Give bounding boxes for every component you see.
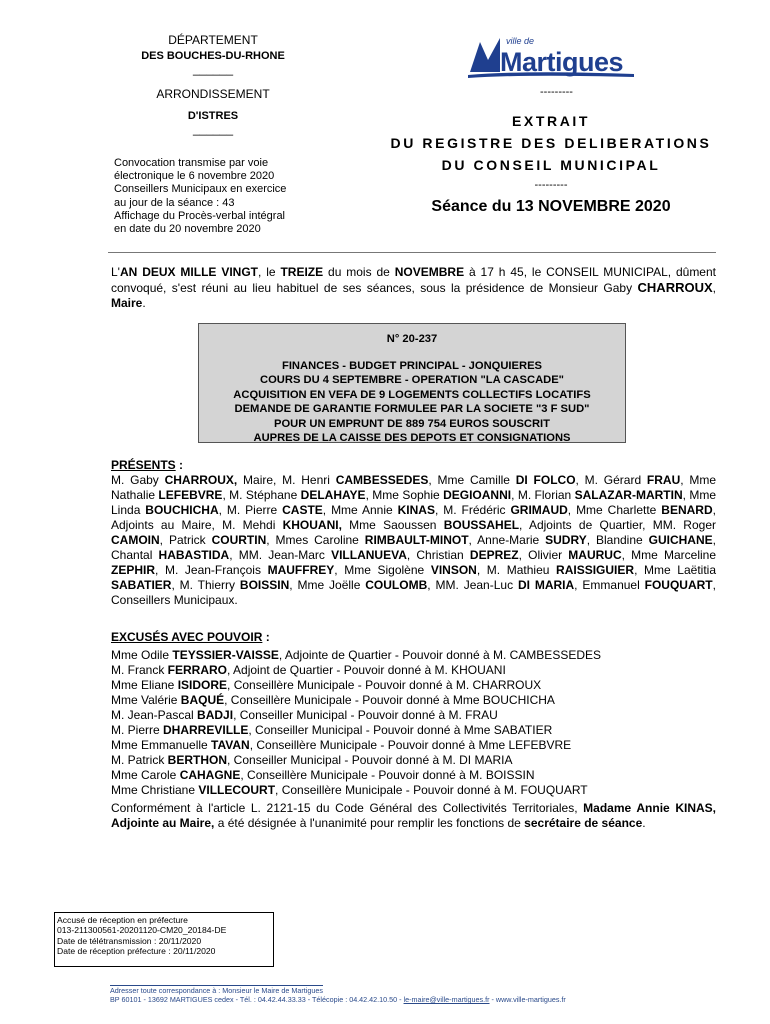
deliberation-line: COURS DU 4 SEPTEMBRE - OPERATION "LA CASCADE": [260, 374, 564, 386]
text: .: [642, 816, 646, 830]
member-text: , M. Frédéric: [434, 503, 511, 517]
excuses-section: [111, 630, 716, 798]
member-text: , MM. Jean-Luc: [427, 578, 518, 592]
member-text: , Mme Marceline: [621, 548, 716, 562]
excuses-heading: EXCUSÉS AVEC POUVOIR: [111, 630, 263, 644]
convocation-info: [114, 157, 314, 236]
member-name: MAURUC: [568, 548, 622, 562]
arrondissement-name: D'ISTRES: [187, 110, 239, 122]
member-text: , M. Jean-François: [155, 563, 268, 577]
excuse-text: Mme Eliane: [111, 678, 178, 692]
footer: [110, 985, 670, 1004]
member-name: SABATIER: [111, 578, 172, 592]
member-text: , Blandine: [586, 533, 649, 547]
deliberation-line: AUPRES DE LA CAISSE DES DEPOTS ET CONSIGNATIONS: [253, 432, 571, 444]
text: ,: [712, 281, 716, 295]
member-name: CAMBESSEDES: [335, 473, 429, 487]
member-name: DEPREZ: [469, 548, 519, 562]
member-text: , Christian: [406, 548, 470, 562]
excuse-name: VILLECOURT: [198, 783, 276, 797]
excuse-name: DHARREVILLE: [163, 723, 249, 737]
member-name: RIMBAULT-MINOT: [364, 533, 469, 547]
member-name: GUICHANE: [648, 533, 713, 547]
excuse-name: BADJI: [197, 708, 234, 722]
member-text: , M. Mathieu: [476, 563, 557, 577]
deliberation-line: ACQUISITION EN VEFA DE 9 LOGEMENTS COLLECTIFS LOCATIFS: [233, 388, 591, 401]
member-name: LEFEBVRE: [158, 488, 223, 502]
separator-dash: ---------: [540, 86, 573, 98]
deliberation-line: POUR UN EMPRUNT DE 889 754 EUROS SOUSCRIT: [273, 417, 551, 430]
excuse-name: BAQUÉ: [180, 693, 225, 707]
convocation-line: Conseillers Municipaux en exercice: [114, 183, 287, 196]
separator: ______: [192, 62, 234, 76]
member-text: , Anne-Marie: [468, 533, 546, 547]
colon: :: [262, 630, 270, 644]
excuse-row: [111, 678, 716, 693]
excuse-row: [111, 753, 716, 768]
departement-name: DES BOUCHES-DU-RHONE: [141, 50, 285, 62]
secretary-paragraph: [111, 801, 716, 831]
text: a été désignée à l'unanimité pour remplir les fonctions de: [214, 816, 525, 830]
excuse-text: Mme Emmanuelle: [111, 738, 212, 752]
member-name: DI MARIA: [517, 578, 575, 592]
member-text: , M. Pierre: [218, 503, 283, 517]
colon: :: [175, 458, 184, 472]
title-registre: DU REGISTRE DES DELIBERATIONS: [390, 135, 712, 151]
accuse-line: 013-211300561-20201120-CM20_20184-DE: [57, 925, 227, 936]
member-text: , Mmes Caroline: [266, 533, 365, 547]
convocation-line: au jour de la séance : 43: [114, 196, 235, 209]
excuse-row: [111, 693, 716, 708]
accuse-line: Date de réception préfecture : 20/11/2020: [57, 945, 216, 956]
excuse-text: Mme Valérie: [111, 693, 181, 707]
deliberation-line: DEMANDE DE GARANTIE FORMULEE PAR LA SOCIETE "3 F SUD": [234, 403, 590, 415]
text: à 17 h 45, le CONSEIL MUNICIPAL, dûment convoqué, s'est réuni au lieu habituel de ses séances, sous la présidence de Monsieur Gaby: [111, 265, 716, 295]
separator-dash: ---------: [534, 179, 568, 191]
excuse-text: , Conseiller Municipal - Pouvoir donné à M. FRAU: [233, 708, 498, 722]
excuse-text: Mme Carole: [111, 768, 180, 782]
member-text: , Mme Laëtitia: [634, 563, 716, 577]
excuse-text: , Conseillère Municipale - Pouvoir donné à M. BOISSIN: [240, 768, 535, 782]
excuse-name: TEYSSIER-VAISSE: [172, 648, 279, 662]
bold-text: secrétaire de séance: [524, 816, 643, 830]
member-text: , M. Thierry: [171, 578, 240, 592]
member-text: , Mme Annie: [322, 503, 398, 517]
member-name: KINAS: [397, 503, 435, 517]
intro-paragraph: [111, 265, 716, 311]
member-text: , Patrick: [159, 533, 212, 547]
excuse-name: CAHAGNE: [179, 768, 241, 782]
header-divider: [108, 252, 716, 253]
excuse-text: Mme Christiane: [111, 783, 199, 797]
accuse-line: Date de télétransmission : 20/11/2020: [57, 935, 202, 946]
arrondissement-label: ARRONDISSEMENT: [156, 87, 270, 101]
member-name: GRIMAUD: [510, 503, 568, 517]
excuse-row: [111, 783, 716, 798]
member-text: , M. Gérard: [575, 473, 647, 487]
member-text: , Mme Nathalie: [111, 473, 717, 502]
member-text: , M. Florian: [511, 488, 575, 502]
excuse-row: [111, 708, 716, 723]
text: .: [142, 296, 146, 310]
excuse-text: , Adjoint de Quartier - Pouvoir donné à M. KHOUANI: [227, 663, 506, 677]
excuse-name: BERTHON: [167, 753, 228, 767]
logo-prefix: ville de: [506, 36, 535, 46]
member-name: VILLANUEVA: [331, 548, 407, 562]
member-text: , Mme Sigolène: [334, 563, 431, 577]
excuse-text: , Conseiller Municipal - Pouvoir donné à M. DI MARIA: [227, 753, 513, 767]
member-text: , Mme Charlette: [567, 503, 662, 517]
member-name: MAUFFREY: [267, 563, 335, 577]
member-text: , Adjoints de Quartier, MM. Roger: [519, 518, 716, 532]
departement-label: DÉPARTEMENT: [168, 33, 258, 47]
member-name: BOISSIN: [239, 578, 290, 592]
member-text: , Adjoints au Maire, M. Mehdi: [111, 503, 716, 532]
title-conseil: DU CONSEIL MUNICIPAL: [441, 157, 661, 173]
document-titles: [372, 110, 730, 216]
separator: ______: [192, 122, 234, 136]
footer-address-line: Adresser toute correspondance à : Monsieur le Maire de Martigues: [110, 986, 323, 995]
member-name: CHARROUX,: [164, 473, 238, 487]
member-name: RAISSIGUIER: [556, 563, 635, 577]
convocation-line: Affichage du Procès-verbal intégral: [114, 209, 286, 222]
martigues-logo: [466, 30, 636, 80]
excuse-text: M. Pierre: [111, 723, 164, 737]
member-name: VINSON: [430, 563, 477, 577]
text: L': [111, 265, 120, 279]
accuse-reception-box: [54, 912, 274, 967]
excuse-row: [111, 663, 716, 678]
member-name: COULOMB: [365, 578, 428, 592]
presents-list: [111, 473, 716, 608]
bold-text: NOVEMBRE: [394, 265, 465, 279]
member-name: DELAHAYE: [300, 488, 366, 502]
accuse-line: Accusé de réception en préfecture: [57, 915, 188, 925]
member-text: , Olivier: [518, 548, 569, 562]
excuse-row: [111, 723, 716, 738]
deliberation-number: N° 20-237: [386, 333, 438, 345]
bold-text: TREIZE: [280, 265, 324, 279]
convocation-line: en date du 20 novembre 2020: [114, 223, 261, 236]
member-text: , M. Stéphane: [222, 488, 301, 502]
footer-contact: BP 60101 - 13692 MARTIGUES cedex - Tél. : 04.42.44.33.33 - Télécopie : 04.42.42.10.50 -: [110, 995, 404, 1004]
member-text: , Mme Linda: [111, 488, 716, 517]
member-text: , Mme Camille: [428, 473, 516, 487]
title-extrait: EXTRAIT: [511, 113, 591, 129]
bold-text: CHARROUX: [637, 280, 713, 295]
member-name: FOUQUART: [644, 578, 713, 592]
text: , le: [257, 265, 281, 279]
member-text: , Chantal: [111, 533, 716, 562]
member-name: DI FOLCO: [515, 473, 576, 487]
member-name: BOUCHICHA: [145, 503, 219, 517]
bold-text: AN DEUX MILLE VINGT: [119, 265, 258, 279]
logo-name: Martigues: [500, 47, 624, 77]
excuse-row: [111, 648, 716, 663]
bold-text: Madame Annie KINAS, Adjointe au Maire,: [111, 801, 717, 830]
member-text: Mme Saoussen: [341, 518, 444, 532]
member-name: CASTE: [282, 503, 323, 517]
excuse-text: M. Patrick: [111, 753, 168, 767]
member-name: CAMOIN: [111, 533, 160, 547]
deliberation-line: FINANCES - BUDGET PRINCIPAL - JONQUIERES: [281, 359, 543, 372]
member-name: HABASTIDA: [158, 548, 230, 562]
member-text: , MM. Jean-Marc: [229, 548, 332, 562]
member-text: Maire, M. Henri: [237, 473, 336, 487]
member-name: SALAZAR-MARTIN: [574, 488, 683, 502]
excuse-text: M. Franck: [111, 663, 168, 677]
convocation-line: électronique le 6 novembre 2020: [114, 170, 275, 183]
member-text: , Emmanuel: [574, 578, 645, 592]
header-left: [104, 32, 322, 140]
member-name: COURTIN: [211, 533, 267, 547]
member-name: SUDRY: [545, 533, 587, 547]
excuse-text: , Conseillère Municipale - Pouvoir donné à Mme BOUCHICHA: [224, 693, 555, 707]
excuse-row: [111, 768, 716, 783]
member-name: KHOUANI,: [282, 518, 342, 532]
member-name: ZEPHIR: [111, 563, 156, 577]
seance-date: Séance du 13 NOVEMBRE 2020: [431, 198, 671, 215]
excuse-text: M. Jean-Pascal: [111, 708, 198, 722]
excuse-text: , Conseillère Municipale - Pouvoir donné à M. FOUQUART: [275, 783, 588, 797]
excuse-text: , Conseillère Municipale - Pouvoir donné à Mme LEFEBVRE: [249, 738, 572, 752]
excuse-row: [111, 738, 716, 753]
excuses-list: [111, 648, 716, 798]
footer-website: - www.ville-martigues.fr: [489, 995, 566, 1004]
deliberation-box: [198, 323, 626, 443]
excuse-name: FERRARO: [167, 663, 228, 677]
footer-email-link[interactable]: le-maire@ville-martigues.fr: [403, 995, 490, 1004]
member-name: FRAU: [646, 473, 681, 487]
excuse-text: , Conseillère Municipale - Pouvoir donné à M. CHARROUX: [227, 678, 542, 692]
text: Conformément à l'article L. 2121-15 du Code Général des Collectivités Territoriales,: [111, 801, 584, 815]
member-name: DEGIOANNI: [443, 488, 512, 502]
excuse-name: ISIDORE: [177, 678, 228, 692]
member-name: BENARD: [661, 503, 713, 517]
text: du mois de: [323, 265, 395, 279]
excuse-text: , Conseiller Municipal - Pouvoir donné à Mme SABATIER: [248, 723, 553, 737]
member-text: M. Gaby: [111, 473, 165, 487]
presents-heading: PRÉSENTS: [111, 458, 176, 472]
member-text: , Conseillers Municipaux.: [111, 578, 716, 607]
convocation-line: Convocation transmise par voie: [114, 157, 269, 169]
excuse-text: Mme Odile: [111, 648, 173, 662]
excuse-name: TAVAN: [211, 738, 250, 752]
excuse-text: , Adjointe de Quartier - Pouvoir donné à M. CAMBESSEDES: [278, 648, 601, 662]
member-text: , Mme Sophie: [365, 488, 444, 502]
member-name: BOUSSAHEL: [443, 518, 520, 532]
member-text: , Mme Joëlle: [289, 578, 366, 592]
bold-text: Maire: [111, 296, 143, 310]
presents-section: [111, 458, 716, 608]
